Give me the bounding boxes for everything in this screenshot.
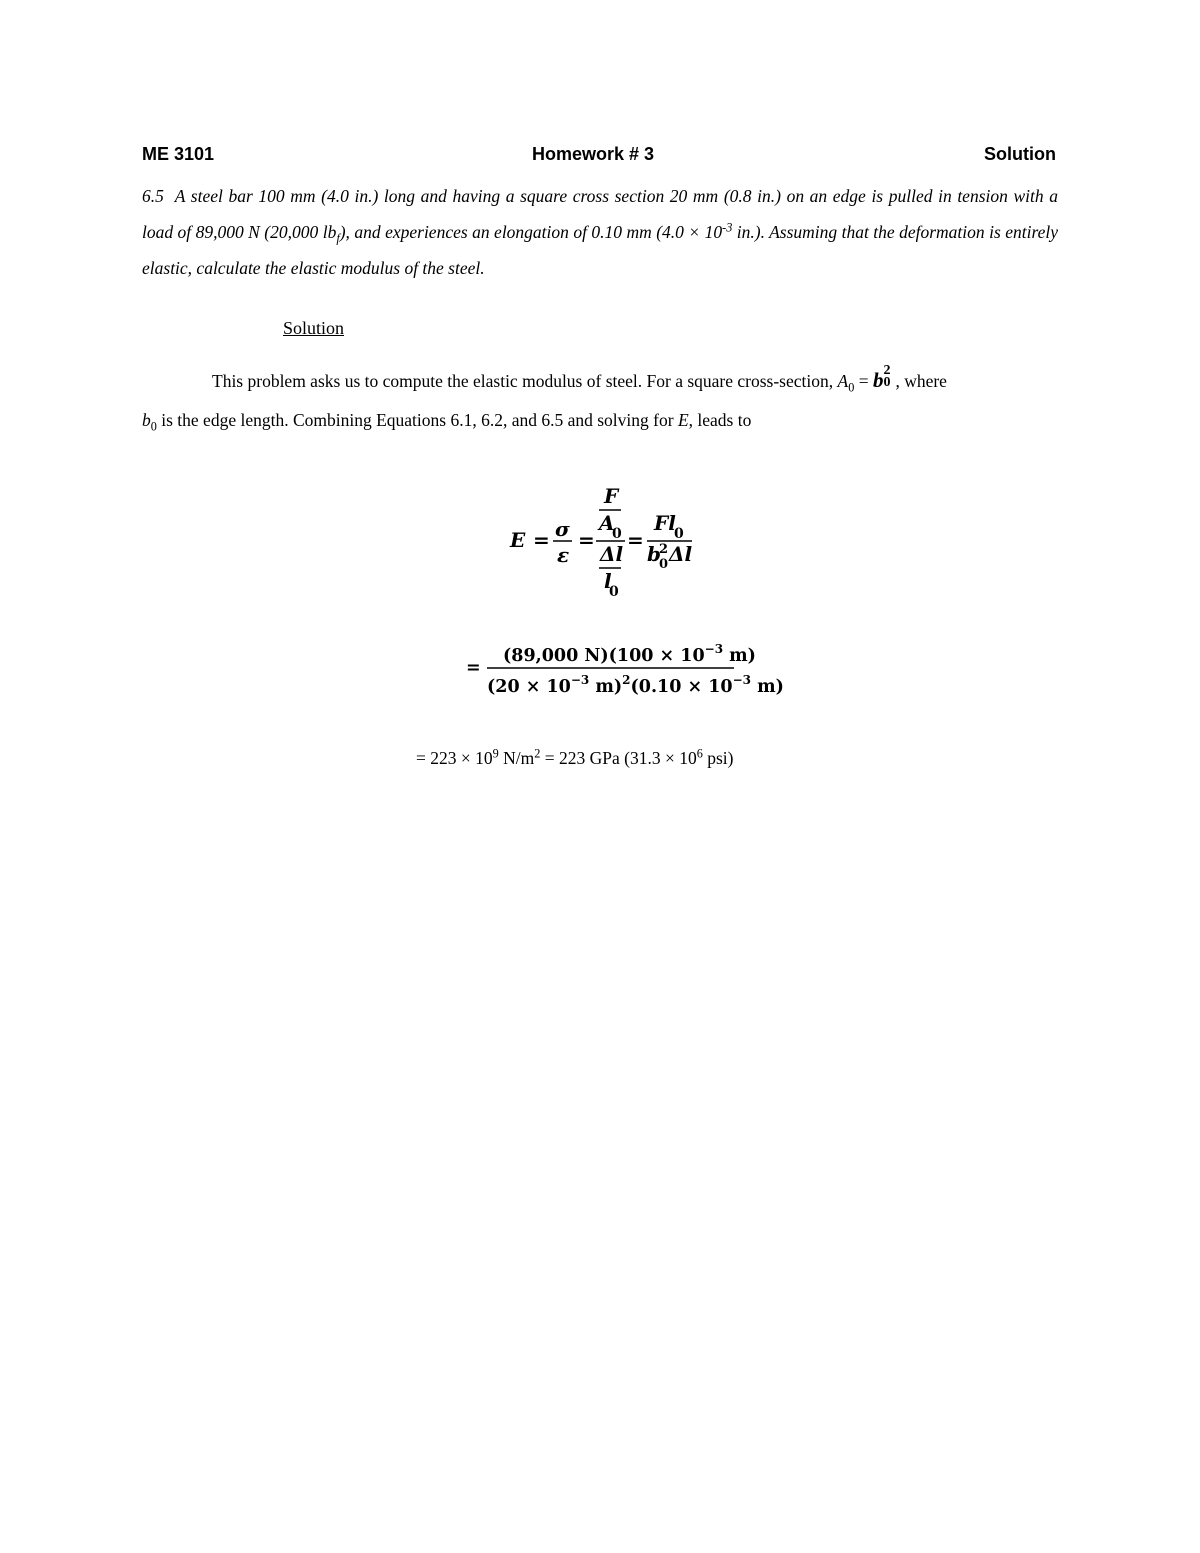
area-variable: A: [837, 371, 849, 391]
eq2-numerator: [503, 642, 756, 666]
problem-text-1: A steel bar 100 mm (4.0 in.) long and having a square cross section 20 mm (0.8 in.) on an edge is pulled in tension with a load of 89,000 N (20,000 lb: [142, 186, 1058, 242]
eq2-num-exp: −3: [704, 642, 724, 656]
solution-label: Solution: [984, 144, 1056, 164]
eq2-den-b: m): [589, 677, 623, 697]
problem-text-2: ), and experiences an elongation of 0.10 mm (4.0 × 10: [339, 222, 723, 242]
eq1-E: E: [510, 528, 526, 552]
eq1-b: b: [647, 542, 661, 566]
para2-text: is the edge length. Combining Equations 6.1, 6.2, and 6.5 and solving for: [156, 410, 678, 430]
eq1-sigma: σ: [555, 517, 570, 541]
edge-sub: 0: [883, 375, 891, 390]
final-d: psi): [702, 748, 734, 768]
eq1-l: l: [604, 569, 612, 593]
eq2-equals: =: [466, 658, 481, 678]
eq1-equals-1: =: [533, 528, 550, 552]
eq2-den-exp2: −3: [732, 673, 752, 687]
eq1-b-sup: 2: [659, 542, 669, 557]
eq1-F: F: [604, 484, 619, 508]
para1-end: , where: [895, 371, 947, 391]
para1-text: This problem asks us to compute the elastic modulus of steel. For a square cross-section,: [212, 371, 838, 391]
final-exp2: 2: [534, 746, 541, 761]
para1-equals: =: [854, 371, 873, 391]
para2-end: , leads to: [688, 410, 752, 430]
eq1-delta-l: Δl: [600, 542, 624, 566]
assignment-title: Homework # 3: [532, 144, 655, 164]
eq2-den-exp1: −3: [570, 673, 590, 687]
eq2-den-sq: 2: [622, 673, 631, 687]
eq1-A: A: [599, 511, 615, 535]
eq1-Fl-sub: 0: [674, 526, 684, 542]
final-exp1: 9: [492, 746, 499, 761]
problem-text-3: in.). Assuming that the deformation is entirely elastic, calculate the elastic modulus of the steel.: [142, 222, 1059, 278]
final-c: = 223 GPa (31.3 × 10: [540, 748, 697, 768]
final-a: = 223 × 10: [416, 748, 493, 768]
equation-substitution: [466, 642, 784, 697]
eq1-equals-3: =: [627, 528, 644, 552]
final-result: [416, 748, 733, 769]
modulus-var: E: [677, 410, 689, 430]
course-code: ME 3101: [142, 144, 215, 164]
eq2-den-c: (0.10 × 10: [630, 677, 733, 697]
edge-sub-2: 0: [150, 419, 157, 434]
eq1-l-sub: 0: [609, 584, 619, 600]
edge-var: b: [872, 368, 884, 392]
eq1-equals-2: =: [578, 528, 595, 552]
final-b: N/m: [498, 748, 535, 768]
eq2-den-a: (20 × 10: [487, 677, 571, 697]
final-exp3: 6: [696, 746, 703, 761]
eq2-num-a: (89,000 N)(100 × 10: [503, 646, 705, 666]
eq2-den-d: m): [751, 677, 784, 697]
solution-heading: Solution: [283, 318, 345, 338]
area-subscript: 0: [848, 380, 855, 395]
eq1-Fl: Fl: [654, 511, 676, 535]
eq1-A-sub: 0: [612, 526, 622, 542]
problem-exponent: -3: [722, 220, 733, 235]
eq2-num-b: m): [723, 646, 756, 666]
edge-sup: 2: [883, 363, 891, 378]
eq1-delta-l-2: Δl: [669, 542, 693, 566]
eq2-denominator: [487, 673, 784, 697]
problem-number: 6.5: [142, 186, 164, 206]
eq1-epsilon: ε: [557, 543, 570, 567]
edge-var-2: b: [142, 410, 151, 430]
problem-unit-sub: f: [336, 231, 340, 246]
equation-modulus-derivation: [509, 484, 693, 600]
eq1-b-sub: 0: [659, 557, 669, 572]
